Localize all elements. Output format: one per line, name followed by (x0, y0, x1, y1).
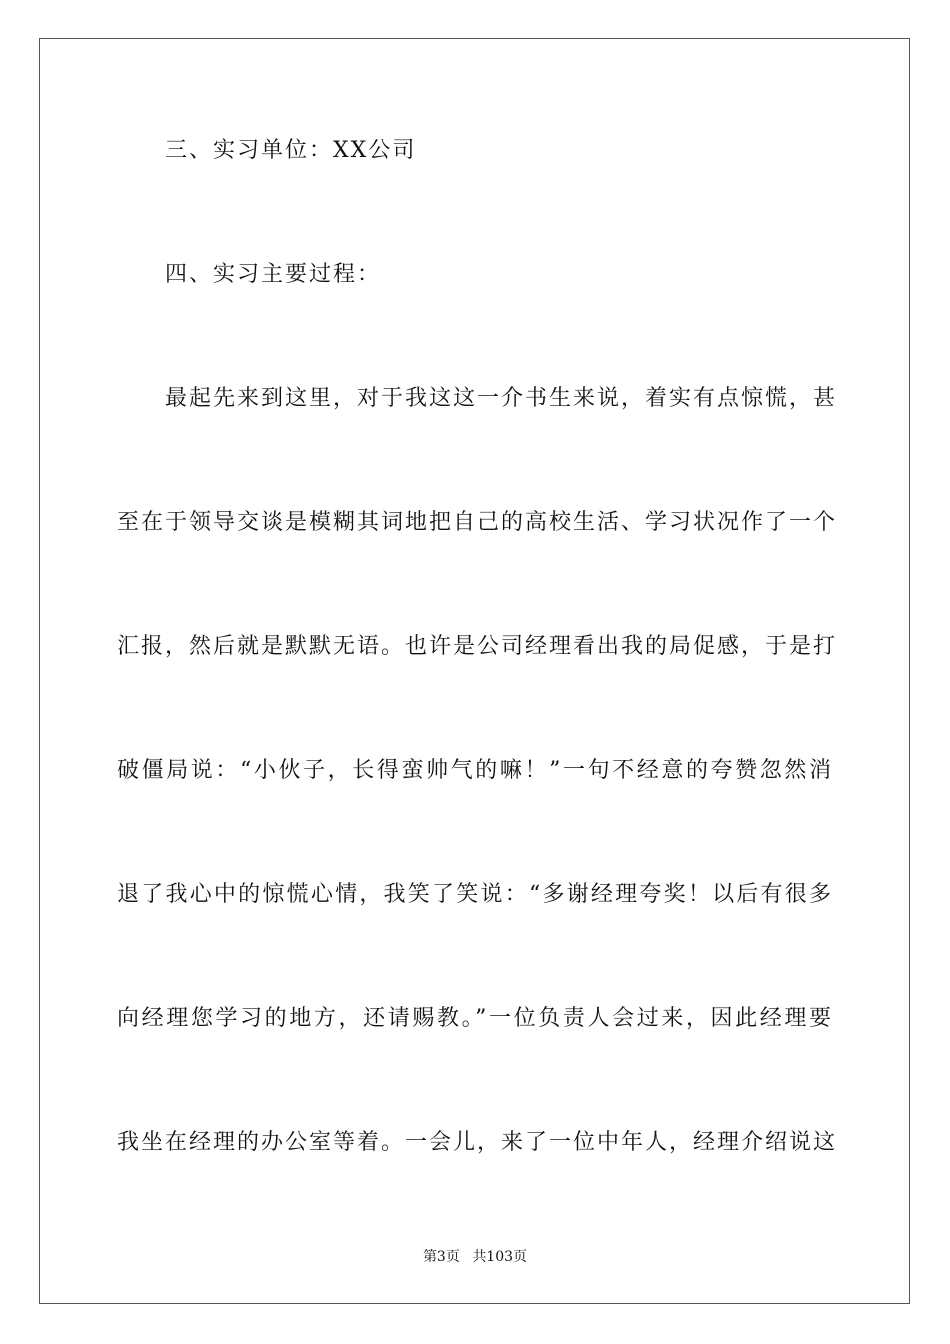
paragraph-line: 最起先来到这里，对于我这这一介书生来说，着实有点惊慌，甚 (165, 386, 838, 411)
section-heading-unit: 三、实习单位：XX公司 (165, 138, 417, 163)
paragraph-line: 向经理您学习的地方，还请赐教。”一位负责人会过来，因此经理要 (117, 1006, 833, 1031)
paragraph-line: 退了我心中的惊慌心情，我笑了笑说：“多谢经理夸奖！以后有很多 (117, 882, 833, 907)
paragraph-line: 破僵局说：“小伙子，长得蛮帅气的嘛！”一句不经意的夸赞忽然消 (117, 758, 833, 783)
section-heading-process: 四、实习主要过程： (165, 262, 382, 287)
page-total: 共103页 (472, 1249, 528, 1265)
paragraph-line: 我坐在经理的办公室等着。一会儿，来了一位中年人，经理介绍说这 (117, 1130, 838, 1155)
page-border (39, 38, 910, 1304)
paragraph-line: 汇报，然后就是默默无语。也许是公司经理看出我的局促感，于是打 (117, 634, 838, 659)
page-footer (0, 1247, 950, 1267)
page-number: 第3页 (422, 1249, 460, 1265)
paragraph-line: 至在于领导交谈是模糊其词地把自己的高校生活、学习状况作了一个 (117, 510, 838, 535)
